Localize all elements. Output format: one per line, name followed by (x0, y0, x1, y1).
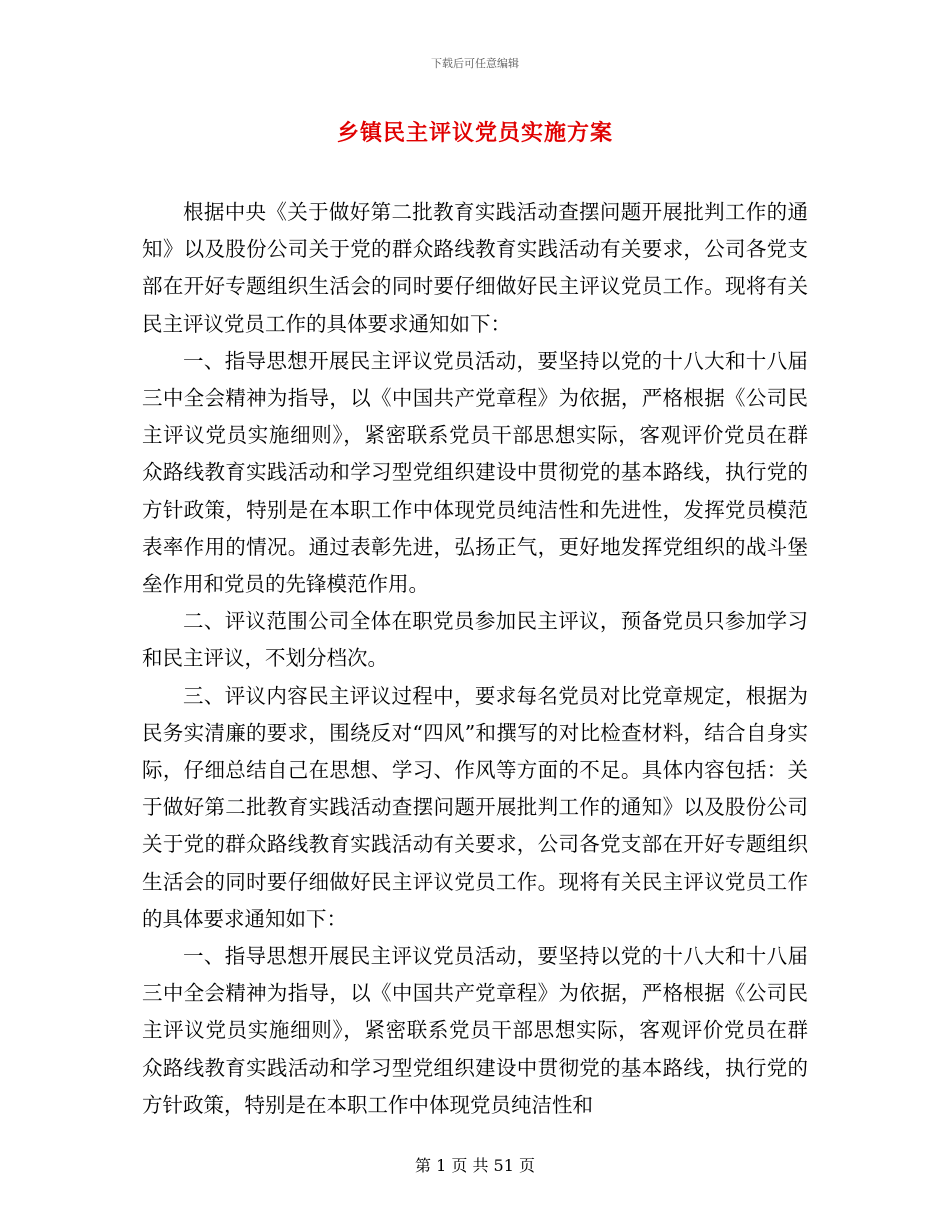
header-note: 下载后可任意编辑 (431, 57, 519, 70)
paragraph-content: 三、评议内容民主评议过程中，要求每名党员对比党章规定，根据为民务实清廉的要求，围绕反对“四风”和撰写的对比检查材料，结合自身实际，仔细总结自己在思想、学习、作风等方面的不足。具体内容包括：关于做好第二批教育实践活动查摆问题开展批判工作的通知》以及股份公司关于党的群众路线教育实践活动有关要求，公司各党支部在开好专题组织生活会的同时要仔细做好民主评议党员工作。现将有关民主评议党员工作的具体要求通知如下： (142, 683, 808, 931)
paragraph-guiding-thought-repeat: 一、指导思想开展民主评议党员活动，要坚持以党的十八大和十八届三中全会精神为指导，以《中国共产党章程》为依据，严格根据《公司民主评议党员实施细则》，紧密联系党员干部思想实际，客观评价党员在群众路线教育实践活动和学习型党组织建设中贯彻党的基本路线，执行党的方针政策，特别是在本职工作中体现党员纯洁性和 (142, 944, 808, 1117)
paragraph-scope: 二、评议范围公司全体在职党员参加民主评议，预备党员只参加学习和民主评议，不划分档次。 (142, 609, 808, 671)
document-title: 乡镇民主评议党员实施方案 (336, 120, 613, 146)
paragraph-guiding-thought: 一、指导思想开展民主评议党员活动，要坚持以党的十八大和十八届三中全会精神为指导，以《中国共产党章程》为依据，严格根据《公司民主评议党员实施细则》，紧密联系党员干部思想实际，客观评价党员在群众路线教育实践活动和学习型党组织建设中贯彻党的基本路线，执行党的方针政策，特别是在本职工作中体现党员纯洁性和先进性，发挥党员模范表率作用的情况。通过表彰先进，弘扬正气，更好地发挥党组织的战斗堡垒作用和党员的先锋模范作用。 (142, 348, 808, 597)
document-body (142, 194, 808, 1124)
page-number: 第 1 页 共 51 页 (415, 1156, 535, 1175)
paragraph-intro: 根据中央《关于做好第二批教育实践活动查摆问题开展批判工作的通知》以及股份公司关于党的群众路线教育实践活动有关要求，公司各党支部在开好专题组织生活会的同时要仔细做好民主评议党员工作。现将有关民主评议党员工作的具体要求通知如下： (142, 200, 808, 336)
